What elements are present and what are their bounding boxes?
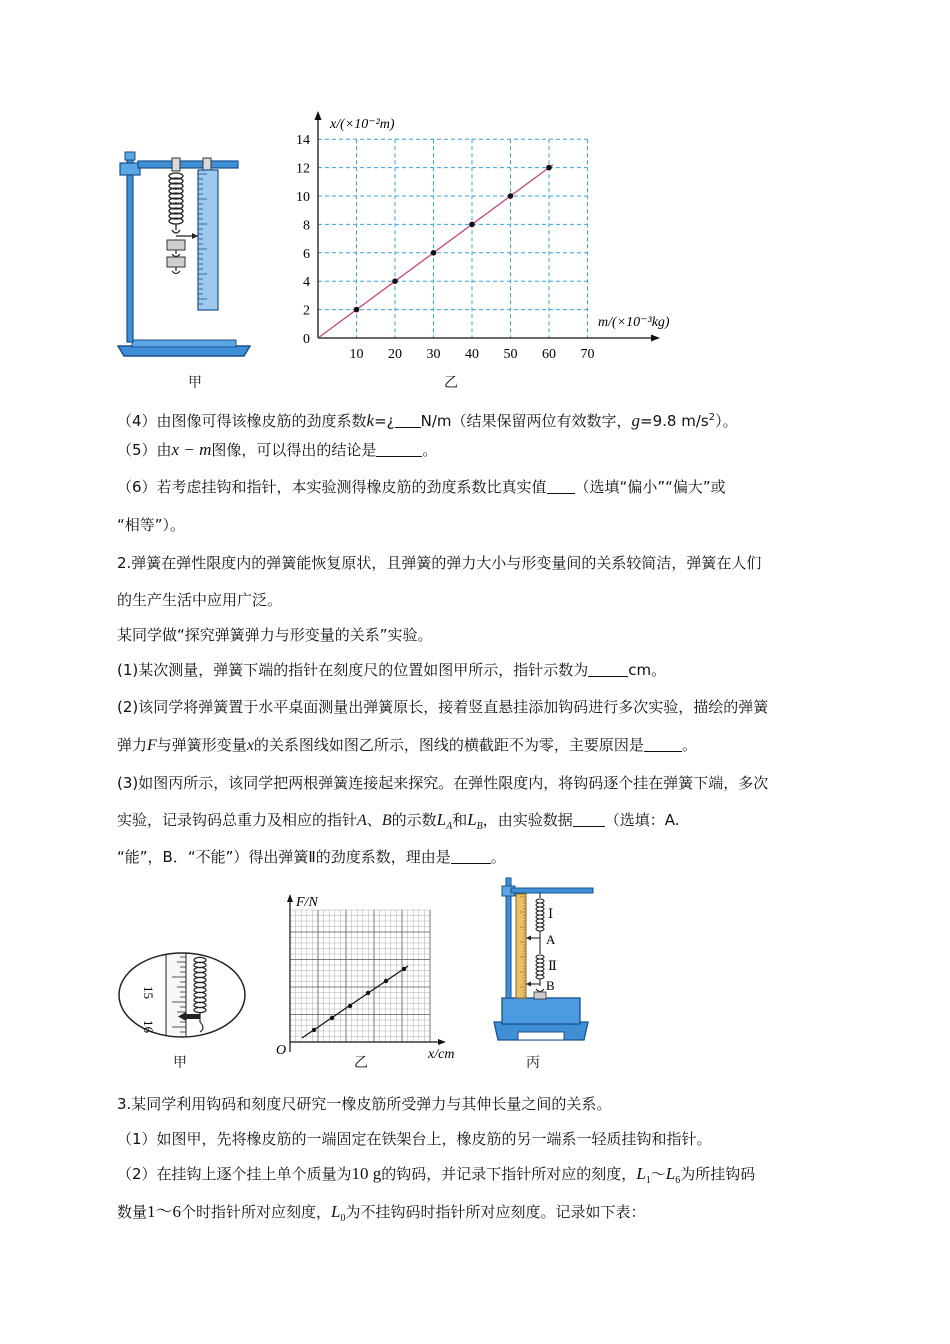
q4-gval: =9.8 m/s — [640, 412, 709, 430]
q6-answer-blank[interactable] — [547, 479, 575, 494]
problem-2-part-3-line3 — [117, 847, 506, 867]
fx-origin: O — [276, 1043, 287, 1058]
y-tick-label: 6 — [303, 246, 310, 262]
pointer-A-label: A — [546, 932, 556, 947]
x-m-chart — [290, 108, 710, 378]
p3-s2-L6-sub: 6 — [675, 1175, 681, 1186]
data-point — [354, 307, 360, 313]
p2-s2-mid: 与弹簧形变量 — [156, 736, 247, 754]
q4-sup: 2 — [708, 412, 716, 423]
p3-s2-L0: L — [331, 1202, 341, 1221]
question-5 — [117, 440, 437, 460]
figure2-caption-a: 甲 — [173, 1055, 187, 1071]
fx-point — [366, 991, 370, 995]
F-x-chart — [270, 890, 470, 1062]
ruler-label-16: 16 — [141, 1020, 156, 1033]
fx-point — [330, 1016, 334, 1020]
fx-point — [402, 967, 406, 971]
p2-s1-text: (1)某次测量，弹簧下端的指针在刻度尺的位置如图甲所示，指针示数为 — [117, 661, 589, 679]
p2-s3-mid: 的示数 — [391, 811, 437, 829]
p2-s2-x: x — [246, 737, 254, 754]
p3-s2-L1: L — [636, 1164, 646, 1183]
x-axis-arrow — [651, 335, 660, 342]
p2-s3-pre: 实验，记录钩码总重力及相应的指针 — [117, 811, 358, 829]
data-point — [392, 278, 398, 284]
p2-s3-LA: L — [436, 810, 447, 829]
p2-s2-end: 。 — [681, 736, 697, 754]
problem-2-intro-2: 的生产生活中应用广泛。 — [117, 591, 283, 609]
data-point — [431, 250, 437, 256]
fx-point — [348, 1004, 352, 1008]
y-tick-label: 8 — [303, 218, 310, 234]
p2-s3-post: ，由实验数据 — [482, 811, 573, 829]
fx-x-label: x/cm — [428, 1047, 455, 1062]
problem-2-intro-3: 某同学做“探究弹簧弹力与形变量的关系”实验。 — [117, 626, 433, 644]
q5-post: 图像，可以得出的结论是 — [211, 441, 377, 459]
problem-3-part-2-line1 — [117, 1164, 755, 1191]
p2-s3-LA-sub: A — [446, 821, 453, 832]
p3-s2-L0-sub: 0 — [340, 1213, 346, 1224]
p3-s2-l2-mid: 个时指针所对应刻度， — [181, 1203, 332, 1221]
data-point — [508, 193, 514, 199]
question-4 — [117, 408, 738, 431]
p3-s2-L1-sub: 1 — [645, 1175, 651, 1186]
q4-end: ）。 — [715, 412, 738, 430]
q4-answer-blank[interactable] — [395, 413, 421, 428]
problem-2-intro-1: 2.弹簧在弹性限度内的弹簧能恢复原状，且弹簧的弹力大小与形变量间的关系较简洁，弹簧在人们 — [117, 554, 762, 572]
q5-end: 。 — [422, 441, 438, 459]
figure2-caption-c: 丙 — [526, 1055, 540, 1071]
p3-s2-tilde: ～ — [650, 1165, 666, 1183]
q5-expr: x − m — [171, 440, 212, 459]
problem-2-part-1 — [117, 660, 666, 680]
figure1-caption-left: 甲 — [188, 375, 202, 391]
p2-s2-blank[interactable] — [644, 737, 682, 752]
q5-answer-blank[interactable] — [376, 442, 422, 457]
problem-2-part-3-line2 — [117, 810, 680, 837]
figure1-apparatus — [110, 148, 260, 368]
y-tick-label: 14 — [296, 133, 310, 149]
p3-s2-post: 为所挂钩码 — [680, 1165, 756, 1183]
problem-2-part-3-line1: (3)如图丙所示，该同学把两根弹簧连接起来探究。在弹性限度内，将钩码逐个挂在弹簧下端，多次 — [117, 774, 769, 792]
problem-3-intro: 3.某同学利用钩码和刻度尺研究一橡皮筋所受弹力与其伸长量之间的关系。 — [117, 1095, 612, 1113]
problem-2-part-2-line2 — [117, 735, 697, 756]
p2-s3-l3-end: 。 — [490, 848, 506, 866]
p2-s1-unit: cm。 — [628, 661, 667, 679]
p3-s2-L6: L — [665, 1164, 676, 1183]
p2-s1-blank[interactable] — [588, 662, 628, 677]
figure2-two-springs — [488, 872, 598, 1052]
chart-y-axis-label: x/(×10⁻²m) — [330, 117, 395, 132]
p2-s2-pre: 弹力 — [117, 736, 148, 754]
y-tick-label: 10 — [296, 190, 310, 205]
fx-point — [384, 979, 388, 983]
figure2-ruler-magnified — [114, 950, 254, 1050]
p2-s2-post: 的关系图线如图乙所示，图线的横截距不为零，主要原因是 — [253, 736, 644, 754]
y-tick-label: 2 — [303, 303, 310, 319]
p3-s2-mass: 10 g — [351, 1164, 382, 1183]
problem-2-part-2-line1: (2)该同学将弹簧置于水平桌面测量出弹簧原长，接着竖直悬挂添加钩码进行多次实验，描绘的弹簧 — [117, 698, 769, 716]
p3-s2-range: 1～6 — [147, 1202, 182, 1221]
problem-3-part-1: （1）如图甲，先将橡皮筋的一端固定在铁架台上，橡皮筋的另一端系一轻质挂钩和指针。 — [117, 1130, 712, 1148]
p2-s3-blank-1[interactable] — [573, 812, 605, 827]
q4-text: （4）由图像可得该橡皮筋的劲度系数 — [117, 412, 367, 430]
p2-s3-LB-sub: B — [476, 821, 483, 832]
p2-s3-A: A — [357, 812, 367, 829]
x-tick-label: 40 — [465, 347, 479, 362]
p2-s3-and: 和 — [452, 811, 468, 829]
p2-s3-options: （选填：A. — [604, 811, 680, 829]
question-6-line1 — [117, 477, 726, 497]
p2-s3-B: B — [381, 812, 392, 829]
figure1-caption-right: 乙 — [444, 375, 458, 391]
q4-k: k — [366, 411, 375, 430]
x-tick-label: 30 — [426, 347, 441, 362]
x-tick-label: 10 — [349, 347, 364, 362]
y-tick-label: 12 — [296, 161, 310, 177]
ruler-label-15: 15 — [141, 986, 156, 999]
x-tick-label: 20 — [388, 347, 402, 362]
problem-3-part-2-line2 — [117, 1202, 646, 1229]
figure2-caption-b: 乙 — [354, 1055, 368, 1071]
x-tick-label: 50 — [503, 347, 518, 362]
q4-eq: =¿ — [374, 412, 395, 430]
p2-s3-LB: L — [467, 810, 477, 829]
p3-s2-l2-post: 为不挂钩码时指针所对应刻度。记录如下表： — [345, 1203, 646, 1221]
y-tick-label: 4 — [303, 275, 310, 291]
q5-text: （5）由 — [117, 441, 172, 459]
p3-s2-pre: （2）在挂钩上逐个挂上单个质量为 — [117, 1165, 352, 1183]
spring-I-label: Ⅰ — [548, 906, 554, 921]
spring-II-label: Ⅱ — [548, 958, 557, 973]
fx-point — [312, 1028, 316, 1032]
chart-x-axis-label: m/(×10⁻³kg) — [598, 315, 670, 330]
p2-s2-F: F — [147, 737, 157, 754]
p2-s3-sep: 、 — [366, 811, 382, 829]
origin-label: 0 — [303, 332, 310, 347]
p3-s2-l2-pre: 数量 — [117, 1203, 148, 1221]
data-point — [546, 165, 552, 171]
fx-y-label: F/N — [296, 895, 318, 910]
pointer-B-label: B — [546, 978, 555, 993]
x-tick-label: 70 — [580, 347, 595, 362]
p3-s2-mid: 的钩码，并记录下指针所对应的刻度， — [381, 1165, 637, 1183]
q6-options: （选填“偏小”“偏大”或 — [574, 478, 726, 496]
y-axis-arrow — [315, 111, 322, 120]
x-tick-label: 60 — [542, 347, 556, 362]
q4-g: g — [631, 411, 641, 430]
data-point — [469, 222, 475, 228]
chart-axes — [315, 111, 661, 342]
p2-s3-blank-2[interactable] — [451, 849, 491, 864]
question-6-line2: “相等”）。 — [117, 516, 186, 534]
p2-s3-l3-text: “能”，B．“不能”）得出弹簧Ⅱ的劲度系数，理由是 — [117, 848, 451, 866]
q4-post: N/m（结果保留两位有效数字， — [420, 412, 632, 430]
q6-text: （6）若考虑挂钩和指针，本实验测得橡皮筋的劲度系数比真实值 — [117, 478, 547, 496]
